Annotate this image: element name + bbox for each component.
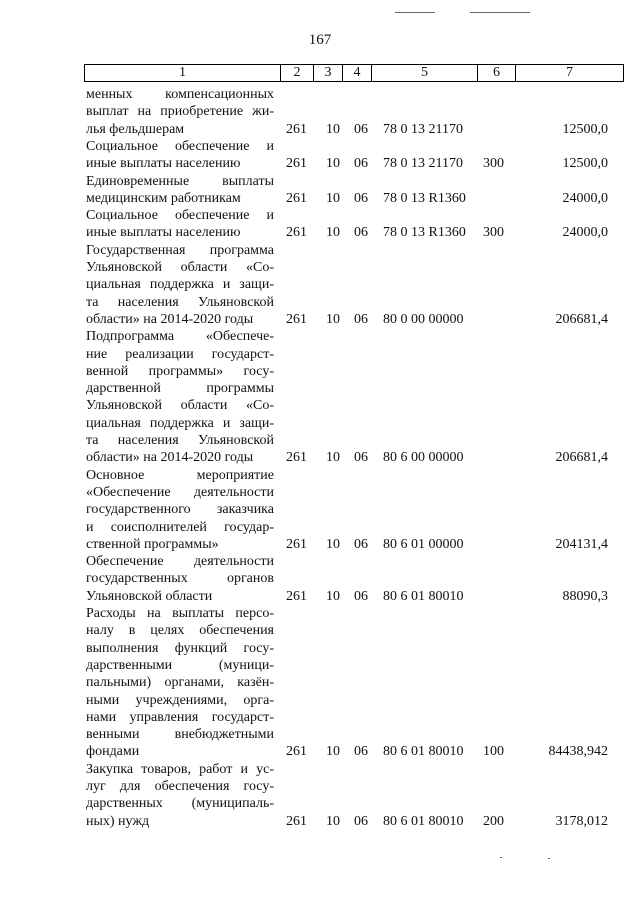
cell-target-article: 78 0 13 R1360 — [383, 190, 466, 206]
row-name: Подпрограмма «Обеспече- ние реализации государст- венной программы» госу- дарственной программы Ульяновской области «Со- циальная поддержка и защи- та населения Ульяновской области» на 2014-2020 годы — [86, 329, 274, 466]
cell-section: 10 — [326, 156, 340, 172]
cell-section: 10 — [326, 744, 340, 760]
cell-subsection: 06 — [354, 190, 368, 206]
cell-target-article: 80 0 00 00000 — [383, 311, 464, 327]
cell-subsection: 06 — [354, 450, 368, 466]
cell-admin-code: 261 — [286, 450, 307, 466]
cell-subsection: 06 — [354, 156, 368, 172]
header-col-6: 6 — [478, 65, 516, 81]
cell-amount: 24000,0 — [562, 225, 608, 241]
cell-section: 10 — [326, 190, 340, 206]
scan-speck — [470, 12, 530, 13]
cell-subsection: 06 — [354, 121, 368, 137]
header-col-3: 3 — [314, 65, 343, 81]
header-col-1: 1 — [85, 65, 281, 81]
cell-amount: 206681,4 — [555, 450, 608, 466]
cell-expense-type: 200 — [483, 813, 504, 829]
cell-subsection: 06 — [354, 225, 368, 241]
cell-amount: 204131,4 — [555, 536, 608, 552]
cell-target-article: 78 0 13 21170 — [383, 121, 463, 137]
cell-target-article: 78 0 13 R1360 — [383, 225, 466, 241]
cell-admin-code: 261 — [286, 225, 307, 241]
cell-amount: 84438,942 — [548, 744, 608, 760]
cell-target-article: 80 6 01 80010 — [383, 813, 464, 829]
scan-speck — [395, 12, 435, 13]
cell-amount: 88090,3 — [562, 588, 608, 604]
cell-admin-code: 261 — [286, 156, 307, 172]
row-name: Обеспечение деятельности государственных органов Ульяновской области — [86, 554, 274, 604]
cell-section: 10 — [326, 450, 340, 466]
cell-subsection: 06 — [354, 813, 368, 829]
cell-amount: 3178,012 — [555, 813, 608, 829]
cell-amount: 12500,0 — [562, 156, 608, 172]
cell-subsection: 06 — [354, 536, 368, 552]
cell-admin-code: 261 — [286, 813, 307, 829]
cell-section: 10 — [326, 225, 340, 241]
cell-admin-code: 261 — [286, 536, 307, 552]
cell-section: 10 — [326, 311, 340, 327]
cell-section: 10 — [326, 121, 340, 137]
cell-amount: 24000,0 — [562, 190, 608, 206]
cell-admin-code: 261 — [286, 744, 307, 760]
page-number: 167 — [308, 32, 332, 48]
cell-amount: 206681,4 — [555, 311, 608, 327]
row-name: Единовременные выплаты медицинским работникам — [86, 173, 274, 206]
row-name: Закупка товаров, работ и ус- луг для обеспечения госу- дарственных (муниципаль- ных) нужд — [86, 761, 274, 829]
cell-admin-code: 261 — [286, 311, 307, 327]
header-col-7: 7 — [566, 65, 573, 80]
cell-expense-type: 300 — [483, 156, 504, 172]
header-col-5: 5 — [372, 65, 478, 81]
cell-section: 10 — [326, 588, 340, 604]
cell-target-article: 80 6 01 80010 — [383, 744, 464, 760]
row-name: менных компенсационных выплат на приобретение жи- лья фельдшерам — [86, 87, 274, 137]
cell-target-article: 80 6 01 80010 — [383, 588, 464, 604]
cell-target-article: 80 6 01 00000 — [383, 536, 464, 552]
cell-section: 10 — [326, 536, 340, 552]
header-col-2: 2 — [281, 65, 314, 81]
scan-speck — [548, 858, 550, 859]
row-name: Социальное обеспечение и иные выплаты населению — [86, 208, 274, 241]
cell-expense-type: 300 — [483, 225, 504, 241]
cell-admin-code: 261 — [286, 190, 307, 206]
cell-subsection: 06 — [354, 588, 368, 604]
cell-amount: 12500,0 — [562, 121, 608, 137]
cell-expense-type: 100 — [483, 744, 504, 760]
cell-admin-code: 261 — [286, 121, 307, 137]
row-name: Социальное обеспечение и иные выплаты населению — [86, 139, 274, 172]
cell-section: 10 — [326, 813, 340, 829]
row-name: Государственная программа Ульяновской области «Со- циальная поддержка и защи- та населения Ульяновской области» на 2014-2020 годы — [86, 242, 274, 327]
cell-target-article: 78 0 13 21170 — [383, 156, 463, 172]
cell-subsection: 06 — [354, 311, 368, 327]
row-name: Основное мероприятие «Обеспечение деятельности государственного заказчика и соисполнителей государ- ственной программы» — [86, 467, 274, 552]
header-col-4: 4 — [343, 65, 372, 81]
row-name: Расходы на выплаты персо- налу в целях обеспечения выполнения функций госу- дарственными (муници- пальными) органами, казён- ными учреждениями, орга- нами управления государст- венными внебюджетными фондами — [86, 606, 274, 760]
cell-admin-code: 261 — [286, 588, 307, 604]
scan-speck — [500, 857, 502, 858]
cell-target-article: 80 6 00 00000 — [383, 450, 464, 466]
cell-subsection: 06 — [354, 744, 368, 760]
